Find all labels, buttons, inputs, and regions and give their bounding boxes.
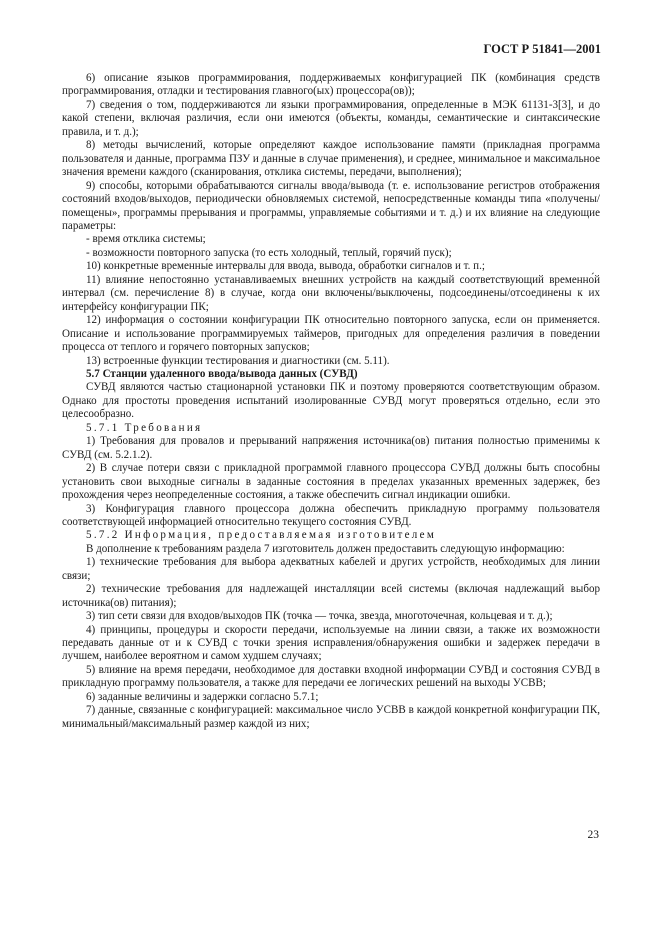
paragraph: 3) тип сети связи для входов/выходов ПК (точка — точка, звезда, многоточечная, кольцевая и т. д.); — [86, 610, 553, 623]
paragraph: 2) технические требования для надлежащей инсталляции всей системы (включая надлежащий выбор источника(ов) питания); — [62, 583, 600, 609]
paragraph: 13) встроенные функции тестирования и диагностики (см. 5.11). — [86, 354, 390, 367]
paragraph: СУВД являются частью стационарной установки ПК и поэтому проверяются соответствующим образом. Однако для простоты проведения испытаний изолированные СУВД могут проверяться отдельно, если это целесообразно. — [62, 381, 600, 421]
page-number: 23 — [587, 829, 599, 841]
paragraph: 1) технические требования для выбора адекватных кабелей и других устройств, необходимых для линии связи; — [62, 556, 600, 582]
paragraph: 9) способы, которыми обрабатываются сигналы ввода/вывода (т. е. использование регистров отображения состояний входов/выходов, периодически обновляемых системой, непосредственные команды типа «получены/помещены», программы прерывания и программы, управляемые событиями и т. д.) и их влияние на следующие параметры: — [62, 179, 600, 232]
paragraph: 8) методы вычислений, которые определяют каждое использование памяти (прикладная программа пользователя и данные, программа ПЗУ и данные в случае применения), и среднее, минимальное и максимальное значения времени каждого (сканирования, отклика системы, передачи, выполнения); — [62, 139, 600, 179]
paragraph: 7) данные, связанные с конфигурацией: максимальное число УСВВ в каждой конкретной конфигурации ПК, минимальный/максимальный размер каждой из них; — [62, 704, 600, 730]
list-item: - возможности повторного запуска (то есть холодный, теплый, горячий пуск); — [86, 246, 452, 259]
page-header: ГОСТ Р 51841—2001 — [483, 42, 601, 56]
body-text — [62, 72, 600, 731]
paragraph: 6) заданные величины и задержки согласно 5.7.1; — [86, 690, 319, 703]
paragraph: 11) влияние непостоянно устанавливаемых внешних устройств на каждый соответствующий временно́й интервал (см. перечисление 8) в случае, когда они включены/выключены, подсоединены/отсоединены к их интерфейсу конфигурации ПК; — [62, 273, 600, 313]
paragraph: 10) конкретные временны́е интервалы для ввода, вывода, обработки сигналов и т. п.; — [86, 260, 485, 273]
paragraph: 6) описание языков программирования, поддерживаемых конфигурацией ПК (комбинация средств программирования, отладки и тестирования главного(ых) процессора(ов)); — [62, 72, 600, 98]
paragraph: В дополнение к требованиям раздела 7 изготовитель должен предоставить следующую информацию: — [86, 542, 565, 555]
subsection-heading: 5.7.1 Требования — [86, 421, 203, 434]
section-heading: 5.7 Станции удаленного ввода/вывода данных (СУВД) — [86, 367, 358, 380]
list-item: - время отклика системы; — [86, 233, 206, 246]
paragraph: 2) В случае потери связи с прикладной программой главного процессора СУВД должны быть способны установить свои выходные сигналы в заданные состояния в пределах указанных временных задержек, без прохождения через неопределенные состояния, а также обеспечить сигнал индикации ошибки. — [62, 462, 600, 502]
paragraph: 1) Требования для провалов и прерываний напряжения источника(ов) питания полностью применимы к СУВД (см. 5.2.1.2). — [62, 435, 600, 461]
paragraph: 5) влияние на время передачи, необходимое для доставки входной информации СУВД и состояния СУВД в прикладную программу пользователя, а также для передачи ее логических решений на выходы УСВВ; — [62, 663, 600, 690]
subsection-heading: 5.7.2 Информация, предоставляемая изготовителем — [86, 529, 437, 542]
paragraph: 4) принципы, процедуры и скорости передачи, используемые на линии связи, а также их возможности передавать данные от и к СУВД с точки зрения исправления/обнаружения ошибки и задержек передачи в лучшем, наиболее вероятном и самом худшем случаях; — [62, 623, 600, 663]
paragraph: 12) информация о состоянии конфигурации ПК относительно повторного запуска, если он применяется. Описание и использование программируемых таймеров, пригодных для определения различия в поведении процесса от теплого и горячего повторных запусков; — [62, 314, 600, 354]
paragraph: 7) сведения о том, поддерживаются ли языки программирования, определенные в МЭК 61131-3[3], и до какой степени, включая различия, если они имеются (объекты, команды, семантические и синтаксические правила, и т. д.); — [62, 98, 600, 138]
paragraph: 3) Конфигурация главного процессора должна обеспечить прикладную программу пользователя соответствующей информацией относительно текущего состояния СУВД. — [62, 502, 600, 528]
